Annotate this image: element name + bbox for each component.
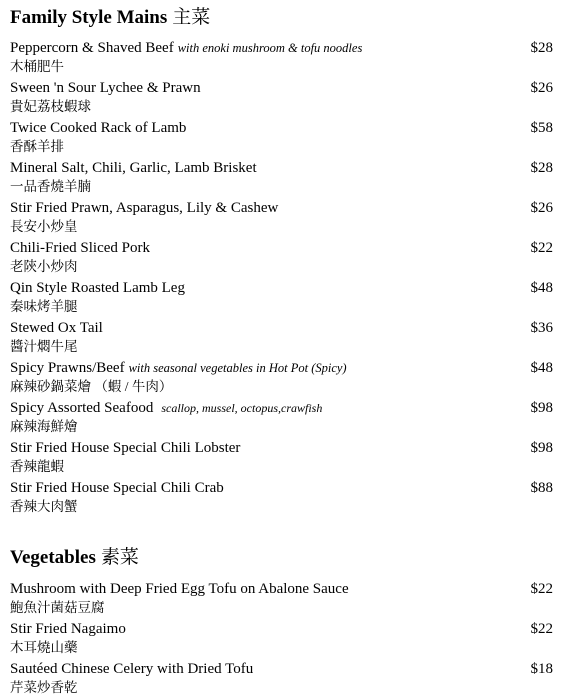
item-name-zh: 長安小炒皇 [10,219,78,234]
item-name-zh: 秦味烤羊腿 [10,299,78,314]
item-price: $88 [530,480,553,496]
item-price: $98 [530,400,553,416]
menu-item [10,659,553,699]
item-name-zh: 醬汁燜牛尾 [10,339,78,354]
item-note: with seasonal vegetables in Hot Pot (Spicy) [128,361,347,375]
item-name: Mineral Salt, Chili, Garlic, Lamb Brisket [10,160,257,176]
menu-item [10,619,553,659]
menu-item [10,358,553,398]
menu-item [10,318,553,358]
item-name-zh: 香辣龍蝦 [10,459,64,474]
item-price: $26 [530,200,553,216]
menu-item [10,158,553,198]
item-name: Stir Fried Prawn, Asparagus, Lily & Cashew [10,200,279,216]
item-price: $48 [530,280,553,296]
section-title-mains [10,7,210,29]
item-name: Stir Fried Nagaimo [10,621,126,637]
section-title-en: Vegetables [10,547,96,568]
section-title-vegetables [10,547,139,569]
item-name-zh: 老陝小炒肉 [10,259,78,274]
item-name: Chili-Fried Sliced Pork [10,240,150,256]
item-name: Stewed Ox Tail [10,320,103,336]
menu-item [10,278,553,318]
menu-item [10,579,553,619]
item-name: Stir Fried House Special Chili Crab [10,480,224,496]
menu-item [10,118,553,158]
item-name: Stir Fried House Special Chili Lobster [10,440,241,456]
item-price: $48 [530,360,553,376]
item-name: Spicy Prawns/Beef [10,360,125,376]
item-name-zh: 鮑魚汁菌菇豆腐 [10,600,105,615]
item-name-zh: 一品香燒羊腩 [10,179,91,194]
menu-item [10,238,553,278]
menu-item [10,478,553,518]
item-name-zh: 麻辣砂鍋菜燴 （蝦 / 牛肉） [10,379,173,394]
menu-item [10,438,553,478]
section-title-en: Family Style Mains [10,7,168,28]
item-price: $58 [530,120,553,136]
item-name-zh: 木耳燒山藥 [10,640,78,655]
item-price: $18 [530,661,553,677]
item-price: $98 [530,440,553,456]
menu-item [10,78,553,118]
item-name-zh: 芹菜炒香乾 [10,680,78,695]
item-name-zh: 木桶肥牛 [10,59,64,74]
item-price: $22 [530,581,553,597]
item-name: Sautéed Chinese Celery with Dried Tofu [10,661,254,677]
item-price: $22 [530,240,553,256]
section-title-zh: 素菜 [100,547,139,568]
item-name-zh: 香酥羊排 [10,139,64,154]
item-note: with enoki mushroom & tofu noodles [177,41,363,55]
item-name: Qin Style Roasted Lamb Leg [10,280,185,296]
item-price: $28 [530,40,553,56]
menu-item [10,198,553,238]
item-name-zh: 麻辣海鮮燴 [10,419,78,434]
item-name: Spicy Assorted Seafood [10,400,154,416]
menu-item [10,38,553,78]
item-name: Sween 'n Sour Lychee & Prawn [10,80,201,96]
item-price: $36 [530,320,553,336]
item-price: $28 [530,160,553,176]
item-price: $26 [530,80,553,96]
item-name: Peppercorn & Shaved Beef [10,40,174,56]
section-title-zh: 主菜 [172,7,211,28]
item-name: Twice Cooked Rack of Lamb [10,120,187,136]
item-note: scallop, mussel, octopus,crawfish [161,401,323,415]
item-name-zh: 香辣大肉蟹 [10,499,78,514]
menu-item [10,398,553,438]
item-price: $22 [530,621,553,637]
item-name: Mushroom with Deep Fried Egg Tofu on Abalone Sauce [10,581,349,597]
item-name-zh: 貴妃荔枝蝦球 [10,99,91,114]
